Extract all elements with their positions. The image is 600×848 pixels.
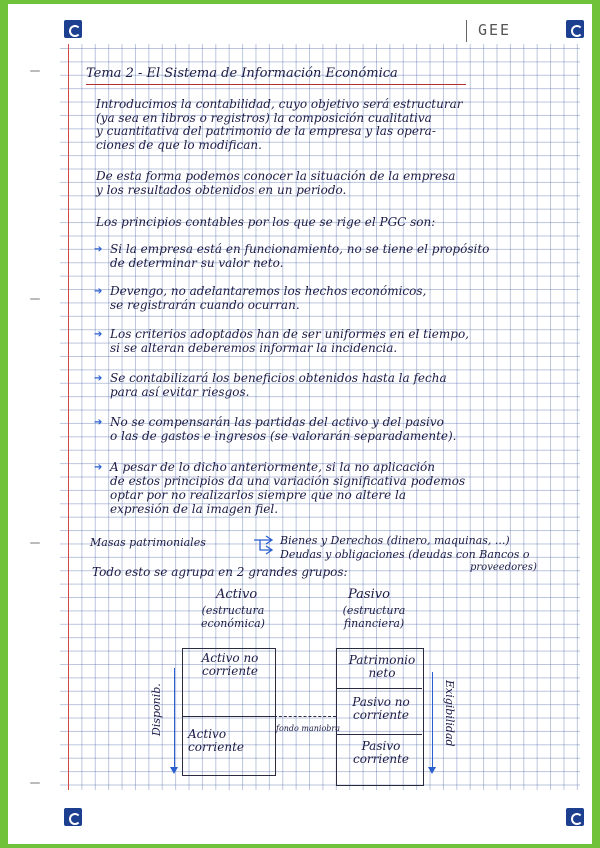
binder-hole-icon bbox=[30, 298, 40, 300]
principle-line: A pesar de lo dicho anteriormente, si la no aplicación bbox=[110, 460, 435, 474]
patrimonio-neto: Patrimonio neto bbox=[348, 653, 416, 681]
corner-logo-icon bbox=[64, 808, 82, 826]
principle-line: de estos principios da una variación significativa podemos bbox=[110, 474, 466, 488]
principle-line: si se alteran deberemos informar la incidencia. bbox=[110, 341, 398, 355]
activo-corriente: Activo corriente bbox=[188, 727, 245, 755]
intro-line: (ya sea en libros o registros) la composición cualitativa bbox=[96, 111, 432, 125]
activo-title: Activo bbox=[216, 587, 258, 602]
paragraph-line: y los resultados obtenidos en un periodo. bbox=[96, 183, 347, 197]
masas-label: Masas patrimoniales bbox=[90, 536, 206, 549]
principle-line: Si la empresa está en funcionamiento, no se tiene el propósito bbox=[110, 242, 490, 256]
page-title: Tema 2 - El Sistema de Información Económica bbox=[86, 66, 398, 81]
corner-logo-icon bbox=[64, 20, 82, 38]
branch-arrow-icon bbox=[252, 534, 276, 556]
pasivo-subtitle: (estructura financiera) bbox=[342, 604, 406, 631]
principle-line: No se compensarán las partidas del activo y del pasivo bbox=[110, 415, 444, 429]
header-label: GEE bbox=[478, 21, 512, 39]
page-bottom-band bbox=[8, 790, 592, 844]
grouping-line: Todo esto se agrupa en 2 grandes grupos: bbox=[92, 565, 348, 579]
activo-no-corriente: Activo no corriente bbox=[201, 651, 259, 679]
principle-line: optar por no realizarlos siempre que no altere la bbox=[110, 488, 407, 502]
pasivo-corriente: Pasivo corriente bbox=[352, 739, 409, 767]
pasivo-divider bbox=[336, 734, 422, 735]
binder-hole-icon bbox=[30, 70, 40, 72]
binder-hole-icon bbox=[30, 542, 40, 544]
corner-logo-icon bbox=[566, 808, 584, 826]
masas-item: Deudas y obligaciones (deudas con Bancos o bbox=[280, 548, 530, 561]
masas-item: proveedores) bbox=[470, 562, 537, 573]
margin-line bbox=[68, 44, 69, 790]
fondo-maniobra-label: fondo maniobra bbox=[276, 724, 341, 733]
principle-line: Los criterios adoptados han de ser uniformes en el tiempo, bbox=[110, 327, 469, 341]
activo-subtitle: (estructura económica) bbox=[201, 604, 265, 631]
intro-line: ciones de que lo modifican. bbox=[96, 138, 262, 152]
paragraph-line: De esta forma podemos conocer la situación de la empresa bbox=[96, 169, 456, 183]
arrow-bullet-icon: ➔ bbox=[94, 373, 103, 384]
principle-line: Devengo, no adelantaremos los hechos económicos, bbox=[110, 284, 427, 298]
intro-line: Introducimos la contabilidad, cuyo objetivo será estructurar bbox=[96, 97, 463, 111]
principle-line: para así evitar riesgos. bbox=[110, 385, 250, 399]
arrow-bullet-icon: ➔ bbox=[94, 462, 103, 473]
disponibilidad-arrow-icon bbox=[174, 668, 175, 772]
binder-hole-icon bbox=[30, 782, 40, 784]
arrow-bullet-icon: ➔ bbox=[94, 244, 103, 255]
principles-heading: Los principios contables por los que se rige el PGC son: bbox=[96, 215, 436, 229]
pasivo-no-corriente: Pasivo no corriente bbox=[352, 695, 410, 723]
principle-line: expresión de la imagen fiel. bbox=[110, 502, 279, 516]
principle-line: o las de gastos e ingresos (se valorarán separadamente). bbox=[110, 429, 457, 443]
page-right-band bbox=[580, 4, 592, 844]
exigibilidad-arrow-icon bbox=[432, 672, 433, 772]
principle-line: de determinar su valor neto. bbox=[110, 256, 284, 270]
page-left-band bbox=[8, 4, 60, 844]
disponibilidad-label: Disponib. bbox=[150, 683, 163, 736]
intro-line: y cuantitativa del patrimonio de la empresa y las opera- bbox=[96, 124, 436, 138]
arrow-bullet-icon: ➔ bbox=[94, 417, 103, 428]
exigibilidad-label: Exigibilidad bbox=[443, 680, 456, 747]
arrow-bullet-icon: ➔ bbox=[94, 286, 103, 297]
fondo-maniobra-link bbox=[274, 716, 336, 717]
activo-divider bbox=[182, 716, 274, 717]
masas-item: Bienes y Derechos (dinero, maquinas, ...) bbox=[280, 534, 510, 547]
title-underline bbox=[86, 84, 466, 85]
arrow-bullet-icon: ➔ bbox=[94, 329, 103, 340]
pasivo-divider bbox=[336, 688, 422, 689]
principle-line: se registrarán cuando ocurran. bbox=[110, 298, 300, 312]
pasivo-title: Pasivo bbox=[348, 587, 390, 602]
principle-line: Se contabilizará los beneficios obtenidos hasta la fecha bbox=[110, 371, 447, 385]
